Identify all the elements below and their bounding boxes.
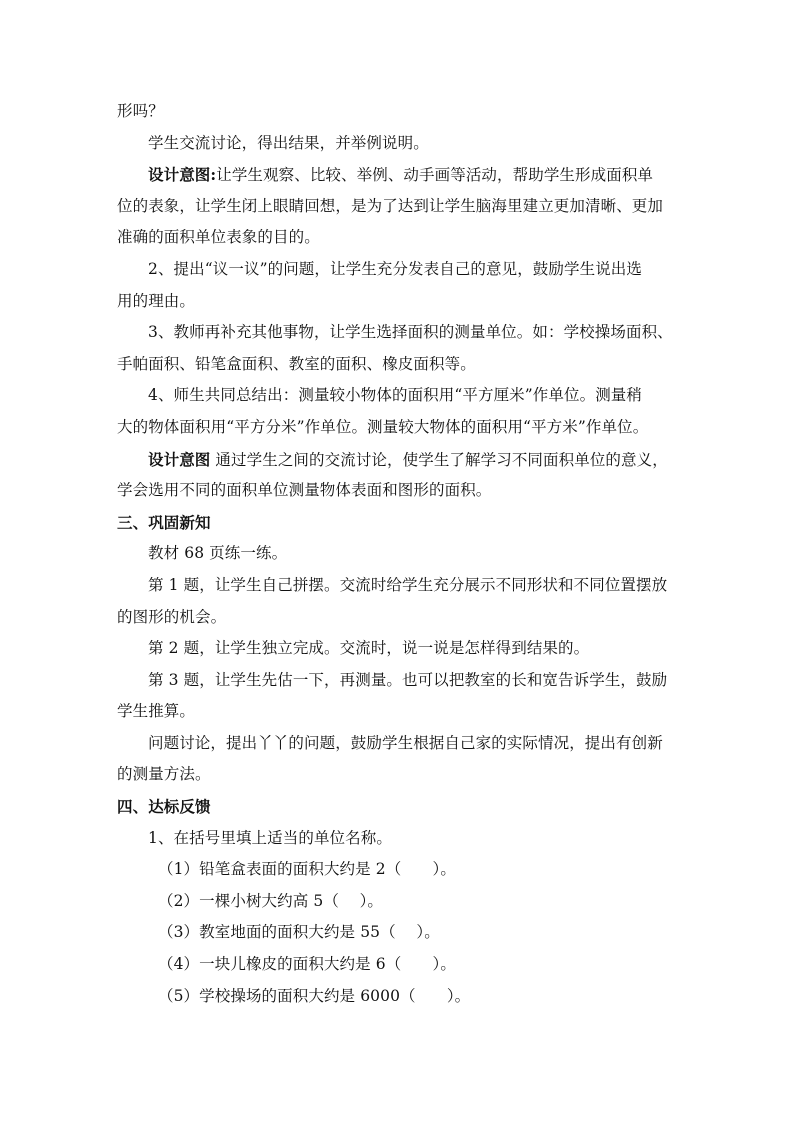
exercise-item: （4）一块儿橡皮的面积大约是 6（ ）。 — [158, 955, 457, 974]
paragraph-text: 让学生观察、比较、举例、动手画等活动，帮助学生形成面积单 — [216, 166, 654, 185]
paragraph-line: 3、教师再补充其他事物，让学生选择面积的测量单位。如：学校操场面积、 — [148, 323, 673, 342]
paragraph-line: 问题讨论，提出丫丫的问题，鼓励学生根据自己家的实际情况，提出有创新 — [148, 733, 663, 752]
design-intent-label: 设计意图 — [148, 449, 211, 469]
paragraph-line: 准确的面积单位表象的目的。 — [117, 228, 320, 247]
paragraph-line: 4、师生共同总结出：测量较小物体的面积用“平方厘米”作单位。测量稍 — [148, 386, 643, 405]
paragraph-line: 的测量方法。 — [117, 765, 211, 784]
paragraph-line: 形吗？ — [117, 102, 164, 120]
paragraph-line: 的图形的机会。 — [117, 607, 227, 626]
paragraph-line: 学生推算。 — [117, 702, 196, 721]
paragraph-line: 学生交流讨论，得出结果，并举例说明。 — [148, 133, 429, 152]
paragraph-line: 位的表象，让学生闭上眼睛回想，是为了达到让学生脑海里建立更加清晰、更加 — [117, 196, 664, 215]
paragraph-line: 大的物体面积用“平方分米”作单位。测量较大物体的面积用“平方米”作单位。 — [117, 417, 649, 436]
paragraph-line: 手帕面积、铅笔盒面积、教室的面积、橡皮面积等。 — [117, 354, 476, 373]
exercise-item: （2）一棵小树大约高 5（ ）。 — [158, 891, 384, 910]
design-intent-paragraph — [117, 159, 682, 191]
exercise-item: （5）学校操场的面积大约是 6000（ ）。 — [158, 986, 471, 1005]
paragraph-line: 第 1 题，让学生自己拼摆。交流时给学生充分展示不同形状和不同位置摆放 — [148, 575, 668, 594]
paragraph-text: 通过学生之间的交流讨论，使学生了解学习不同面积单位的意义， — [210, 450, 668, 469]
design-intent-paragraph — [117, 444, 682, 476]
exercise-item: （1）铅笔盒表面的面积大约是 2（ ）。 — [158, 860, 457, 879]
paragraph-line: 用的理由。 — [117, 291, 196, 310]
paragraph-line: 1、在括号里填上适当的单位名称。 — [148, 828, 392, 847]
document-body — [117, 96, 682, 1012]
exercise-item: （3）教室地面的面积大约是 55（ ）。 — [158, 923, 440, 942]
section-heading: 三、巩固新知 — [117, 512, 211, 532]
paragraph-line: 教材 68 页练一练。 — [148, 544, 288, 563]
paragraph-line: 第 2 题，让学生独立完成。交流时，说一说是怎样得到结果的。 — [148, 639, 590, 658]
paragraph-line: 2、提出“议一议”的问题，让学生充分发表自己的意见，鼓励学生说出选 — [148, 259, 643, 278]
design-intent-label: 设计意图: — [148, 165, 217, 185]
section-heading: 四、达标反馈 — [117, 797, 211, 817]
paragraph-line: 学会选用不同的面积单位测量物体表面和图形的面积。 — [117, 481, 492, 500]
paragraph-line: 第 3 题，让学生先估一下，再测量。也可以把教室的长和宽告诉学生，鼓励 — [148, 670, 668, 689]
